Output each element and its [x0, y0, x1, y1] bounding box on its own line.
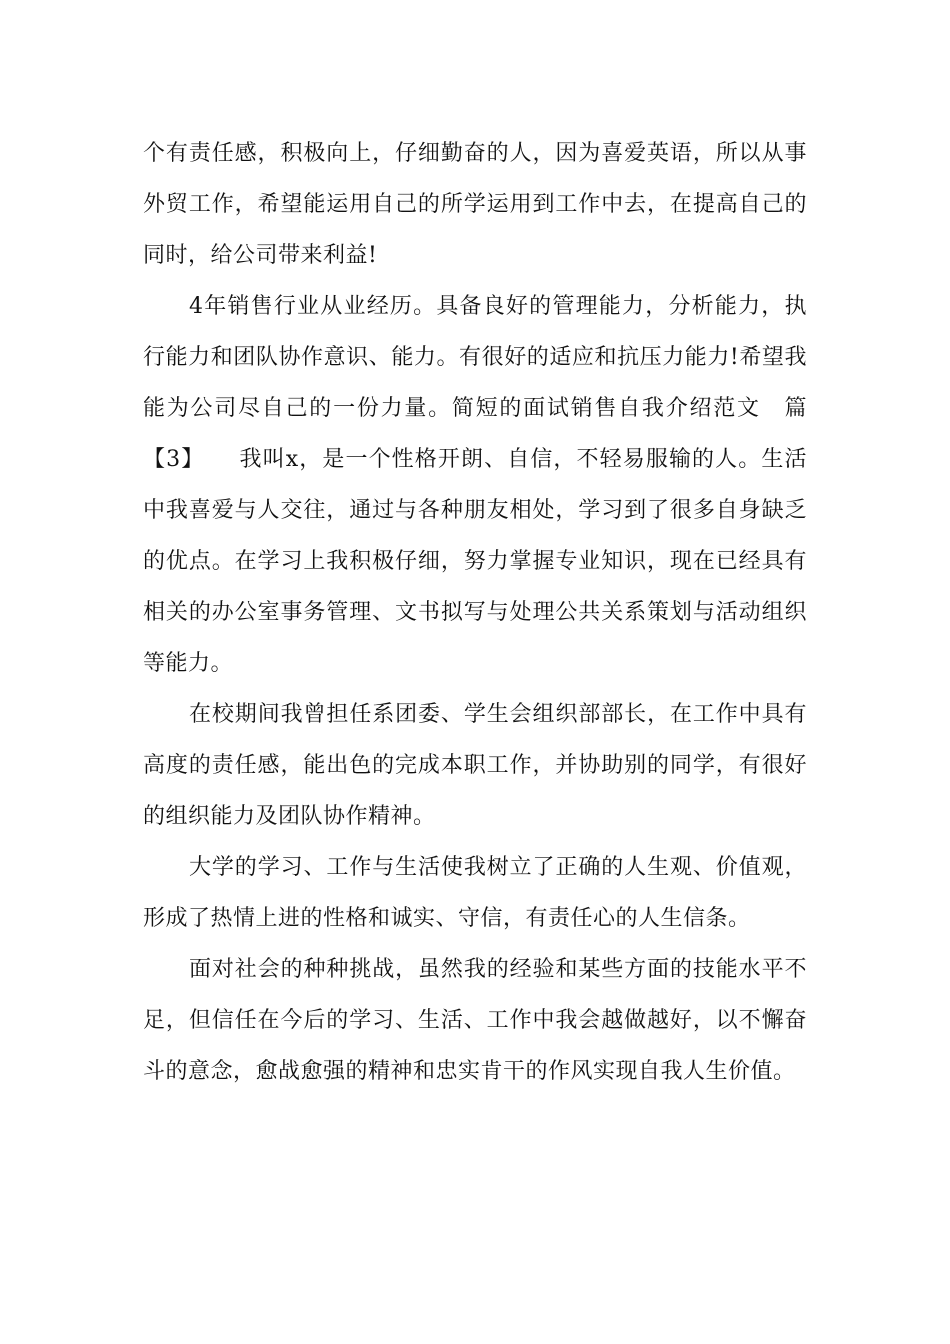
text-line: 中我喜爱与人交往，通过与各种朋友相处，学习到了很多自身缺乏 [143, 498, 807, 523]
text-line: 4年销售行业从业经历。具备良好的管理能力，分析能力，执 [189, 294, 807, 319]
text-line: 同时，给公司带来利益! [143, 243, 378, 268]
text-line: 形成了热情上进的性格和诚实、守信，有责任心的人生信条。 [143, 906, 751, 931]
text-line: 行能力和团队协作意识、能力。有很好的适应和抗压力能力!希望我 [143, 345, 807, 370]
text-line: 个有责任感，积极向上，仔细勤奋的人，因为喜爱英语，所以从事 [143, 141, 807, 166]
text-line: 【3】 我叫x，是一个性格开朗、自信，不轻易服输的人。生活 [143, 447, 807, 472]
text-line: 斗的意念，愈战愈强的精神和忠实肯干的作风实现自我人生价值。 [143, 1059, 796, 1084]
text-line: 面对社会的种种挑战，虽然我的经验和某些方面的技能水平不 [189, 957, 807, 982]
text-line: 的组织能力及团队协作精神。 [143, 804, 436, 829]
text-line: 高度的责任感，能出色的完成本职工作，并协助别的同学，有很好 [143, 753, 807, 778]
text-line: 外贸工作，希望能运用自己的所学运用到工作中去，在提高自己的 [143, 192, 807, 217]
text-line: 足，但信任在今后的学习、生活、工作中我会越做越好，以不懈奋 [143, 1008, 807, 1033]
document-body [143, 128, 807, 1097]
text-line: 等能力。 [143, 651, 234, 676]
text-line: 在校期间我曾担任系团委、学生会组织部部长，在工作中具有 [189, 702, 807, 727]
text-line: 相关的办公室事务管理、文书拟写与处理公共关系策划与活动组织 [143, 600, 807, 625]
text-line: 的优点。在学习上我积极仔细，努力掌握专业知识，现在已经具有 [143, 549, 807, 574]
text-line: 大学的学习、工作与生活使我树立了正确的人生观、价值观， [189, 855, 807, 880]
text-line: 能为公司尽自己的一份力量。简短的面试销售自我介绍范文 篇 [143, 396, 807, 421]
